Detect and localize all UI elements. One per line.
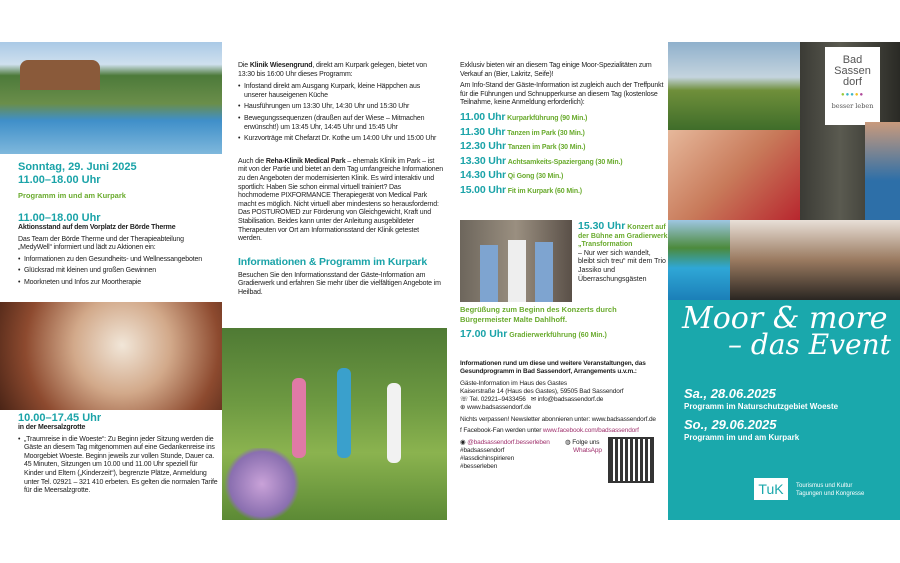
schedule-item: 11.00 Uhr Kurparkführung (90 Min.)	[460, 110, 588, 123]
text: Besuchen Sie den Informationsstand der Gäste-Information am Gradierwerk und erfahren Sie mehr über die vielfältigen Angebote im Heilbad.	[238, 271, 441, 296]
salt-grotto-photo	[0, 302, 222, 410]
list-item: • Informationen zu den Gesundheits- und Wellnessangeboten	[18, 256, 218, 265]
phone-icon: ☏	[460, 396, 468, 403]
text: – ehemals Klinik im Park – ist mit von der Partie und bietet an dem Tag umfangreiche Informationen zu den Angeboten der modernisierten Klinik. Es wird interaktiv und sportlich: Haben Sie schon einmal virtuell trainiert? Das hochmoderne PIXFORMANCE Therapiegerät von Medical Park macht es möglich. Nicht virtuell aber mindestens so herausfordernd: Das POSTUROMED zur Förderung von Gleichgewicht, Kraft und Stabilisation. Beides kann unter der Anleitung ausgebildeter Therapeuten vor Ort am Informationsstand der Klinik getestet werden.	[238, 157, 444, 243]
hashtag: #besserleben	[460, 463, 498, 470]
mail-icon: ✉	[530, 396, 537, 403]
reha-klinik: Reha-Klinik Medical Park	[265, 157, 346, 165]
list-item: • Infostand direkt am Ausgang Kurpark, kleine Häppchen aus unserer hauseigenen Küche	[238, 83, 443, 100]
col3-greeting	[460, 305, 665, 344]
tuk-logo: TuK	[754, 478, 788, 500]
list-item: • Moorkneten und Infos zur Moortherapie	[18, 279, 218, 288]
block1-intro: Das Team der Börde Therme und der Therapieabteilung „MedyWell“ informiert und lädt zu Aktionen ein:	[18, 235, 184, 252]
phone: Tel. 02921–9433456	[469, 396, 526, 403]
event-title: Moor & more	[682, 301, 888, 336]
newsletter-text: Nichts verpassen! Newsletter abonnieren unter: www.badsassendorf.de	[460, 416, 656, 423]
col3-text	[460, 62, 665, 201]
concert-time: 15.30 Uhr	[578, 220, 626, 232]
day1-date: Sa., 28.06.2025	[684, 386, 776, 401]
list-item: • Hausführungen um 13:30 Uhr, 14:30 Uhr und 15:30 Uhr	[238, 103, 443, 112]
list-item: • Kurzvorträge mit Chefarzt Dr. Kothe um 14:00 Uhr und 15:00 Uhr	[238, 135, 443, 144]
schedule-item: 14.30 Uhr Qi Gong (30 Min.)	[460, 169, 564, 182]
block2-time: 10.00–17.45 Uhr	[18, 412, 102, 424]
event-subtitle: – das Event	[728, 328, 891, 361]
facebook-link[interactable]: www.facebook.com/badsassendorf	[542, 427, 639, 434]
address: Gäste-Information im Haus des Gastes	[460, 380, 567, 387]
tuk-line: Tourismus und Kultur	[796, 483, 853, 489]
text: Folge uns	[572, 439, 600, 446]
section-heading: Informationen & Programm im Kurpark	[238, 255, 428, 268]
pool-photo	[668, 220, 730, 300]
text: Auch die	[238, 157, 266, 165]
block1-list	[18, 256, 218, 288]
list-item: • Bewegungssequenzen (draußen auf der Wiese – Mitmachen erwünscht!) um 13:45 Uhr, 14:45 Uhr und 15:45 Uhr	[238, 115, 443, 132]
list-item: • „Traumreise in die Woeste“: Zu Beginn jeder Sitzung werden die Gäste an diesem Tag mitgenommen auf eine Gedankenreise ins Moorgebiet Woeste. Beginn jeweils zur vollen Stunde, Dauer ca. 45 Minuten, Sitzungen um 10.00 und 11.00 Uhr speziell für Kinder und Eltern („Kinderzeit“), begrenzte Plätze, Anmeldung unter Tel. 02921 – 321 410 erbeten. Es gelten die normalen Tarife für die Meersalzgrotte.	[18, 436, 218, 496]
event-subtitle: Programm im und am Kurpark	[18, 191, 126, 200]
park-exercise-photo	[222, 328, 447, 520]
text: , direkt am Kurpark gelegen, bietet von 13:30 bis 16:00 Uhr dieses Programm:	[238, 62, 427, 78]
schedule-item: 13.30 Uhr Achtsamkeits-Spaziergang (30 Min.)	[460, 154, 623, 167]
list-item: • Glücksrad mit kleinen und großen Gewinnen	[18, 267, 218, 276]
bad-sassendorf-logo: Bad Sassen dorf ●●●●● besser leben	[825, 47, 880, 125]
therme-photo	[0, 42, 222, 154]
hashtag: #badsassendorf	[460, 447, 505, 454]
concert-title: Konzert auf der Bühne am Gradierwerk „Transformation	[578, 224, 668, 249]
facebook-icon: f	[460, 427, 462, 434]
schedule-item: 12.30 Uhr Tanzen im Park (30 Min.)	[460, 140, 586, 153]
schedule-item: 15.00 Uhr Fit im Kurpark (60 Min.)	[460, 183, 582, 196]
schedule-item: 11.30 Uhr Tanzen im Park (30 Min.)	[460, 125, 585, 138]
concert-desc: – Nur wer sich wandelt, bleibt sich treu“ mit dem Trio Jassiko und Überraschungsgästen	[578, 249, 666, 283]
event-date: Sonntag, 29. Juni 2025	[18, 161, 137, 173]
hashtag: #lassdichinspirieren	[460, 455, 515, 462]
col2-text	[238, 62, 443, 297]
trio-photo	[460, 220, 572, 302]
whatsapp-icon: ◍	[565, 439, 571, 446]
schedule-list	[460, 110, 665, 197]
day2-desc: Programm im und am Kurpark	[684, 433, 800, 442]
instagram-icon: ◉	[460, 439, 466, 446]
website-link[interactable]: www.badsassendorf.de	[466, 404, 532, 411]
qr-code[interactable]	[610, 439, 652, 481]
klinik-wiesengrund: Klinik Wiesengrund	[249, 62, 313, 69]
tuk-line: Tagungen und Kongresse	[796, 491, 865, 497]
cover-panel	[668, 300, 900, 520]
whatsapp-link[interactable]: WhatsApp	[573, 447, 602, 454]
moor-hands-photo	[730, 220, 900, 300]
col1-intro	[18, 161, 218, 291]
contact-info	[460, 360, 665, 481]
greeting-text: Begrüßung zum Beginn des Konzerts durch Bürgermeister Malte Dahlhoff.	[460, 305, 617, 324]
day1-desc: Programm im Naturschutzgebiet Woeste	[684, 402, 839, 411]
email-link[interactable]: info@badsassendorf.de	[537, 396, 604, 403]
block1-time: 11.00–18.00 Uhr	[18, 212, 101, 224]
block1-title: Aktionsstand auf dem Vorplatz der Börde Therme	[18, 224, 176, 231]
text: Die	[238, 62, 250, 69]
globe-icon: ⊕	[460, 404, 466, 411]
meadow-photo	[668, 42, 800, 130]
block2-title: in der Meersalzgrotte	[18, 424, 86, 431]
text: Am Info-Stand der Gäste-Information ist zugleich auch der Treffpunkt für die Führungen und Schnupperkurse an diesem Tag (kostenlose Teilnahme, keine Anmeldung erforderlich):	[460, 82, 664, 107]
schedule-item: 17.00 Uhr Gradierwerkführung (60 Min.)	[460, 328, 607, 340]
event-time: 11.00–18.00 Uhr	[18, 174, 101, 186]
day2-date: So., 29.06.2025	[684, 417, 777, 432]
info-heading: Informationen rund um diese und weitere Veranstaltungen, das Gesundprogramm in Bad Sassendorf, Arrangements u.v.m.:	[460, 360, 646, 375]
col1-block2	[18, 412, 218, 499]
instagram-link[interactable]: @badsassendorf.besserleben	[467, 439, 550, 446]
text: Facebook-Fan werden unter	[463, 427, 543, 434]
massage-photo	[668, 130, 800, 220]
text: Exklusiv bieten wir an diesem Tag einige Moor-Spezialitäten zum Verkauf an (Bier, Lakritz, Seife)!	[460, 62, 652, 78]
address: Kaiserstraße 14 (Haus des Gastes), 59505 Bad Sassendorf	[460, 388, 624, 395]
gradierwerk-photo	[800, 42, 900, 220]
concert-info	[578, 222, 668, 284]
